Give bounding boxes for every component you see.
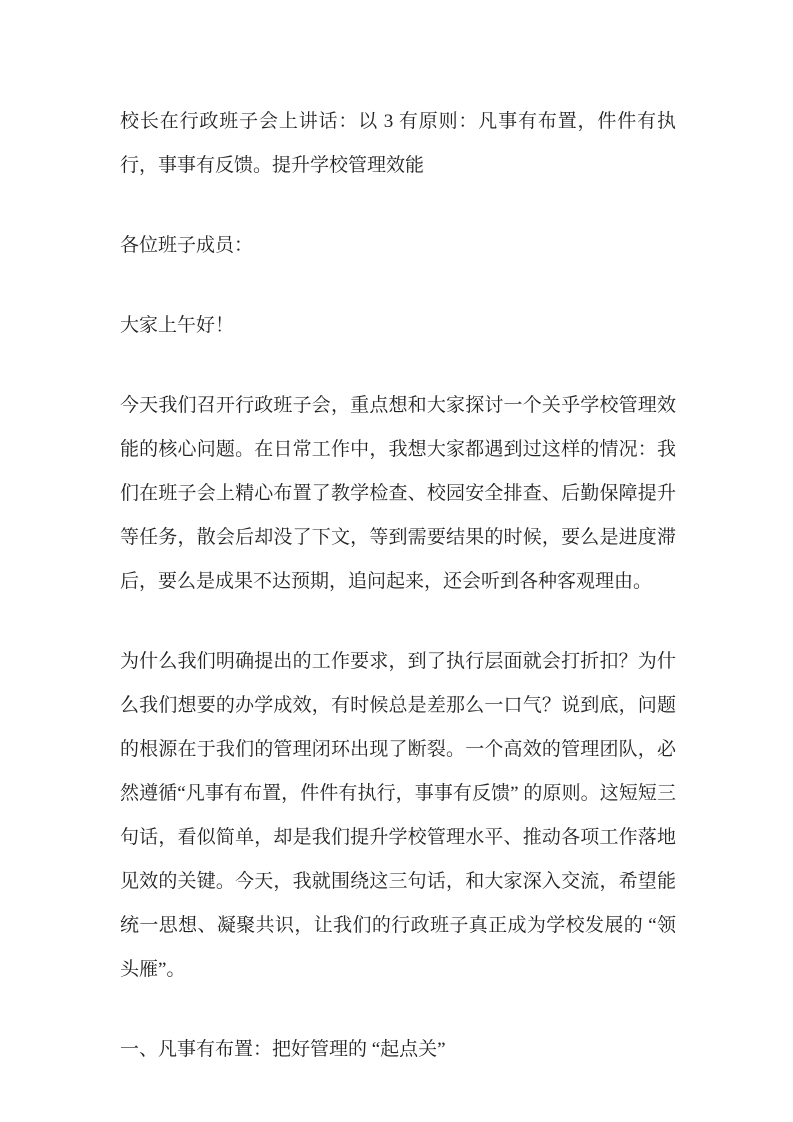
paragraph-2: 为什么我们明确提出的工作要求，到了执行层面就会打折扣？为什么我们想要的办学成效，有时候总是差那么一口气？说到底，问题的根源在于我们的管理闭环出现了断裂。一个高效的管理团队，必然遵循“凡事有布置，件件有执行，事事有反馈” 的原则。这短短三句话，看似简单，却是我们提升学校管理水平、推动各项工作落地见效的关键。今天，我就围绕这三句话，和大家深入交流，希望能统一思想、凝聚共识，让我们的行政班子真正成为学校发展的 “领头雁”。 — [120, 651, 676, 980]
document-body — [120, 100, 676, 1072]
greeting: 大家上午好！ — [120, 315, 235, 336]
section-heading-1: 一、凡事有布置：把好管理的 “起点关” — [120, 1039, 446, 1060]
document-title: 校长在行政班子会上讲话：以 3 有原则：凡事有布置，件件有执行，事事有反馈。提升学校管理效能 — [120, 111, 676, 176]
salutation: 各位班子成员： — [120, 235, 254, 256]
paragraph-1: 今天我们召开行政班子会，重点想和大家探讨一个关乎学校管理效能的核心问题。在日常工作中，我想大家都遇到过这样的情况：我们在班子会上精心布置了教学检查、校园安全排查、后勤保障提升等任务，散会后却没了下文，等到需要结果的时候，要么是进度滞后，要么是成果不达预期，追问起来，还会听到各种客观理由。 — [120, 395, 676, 592]
